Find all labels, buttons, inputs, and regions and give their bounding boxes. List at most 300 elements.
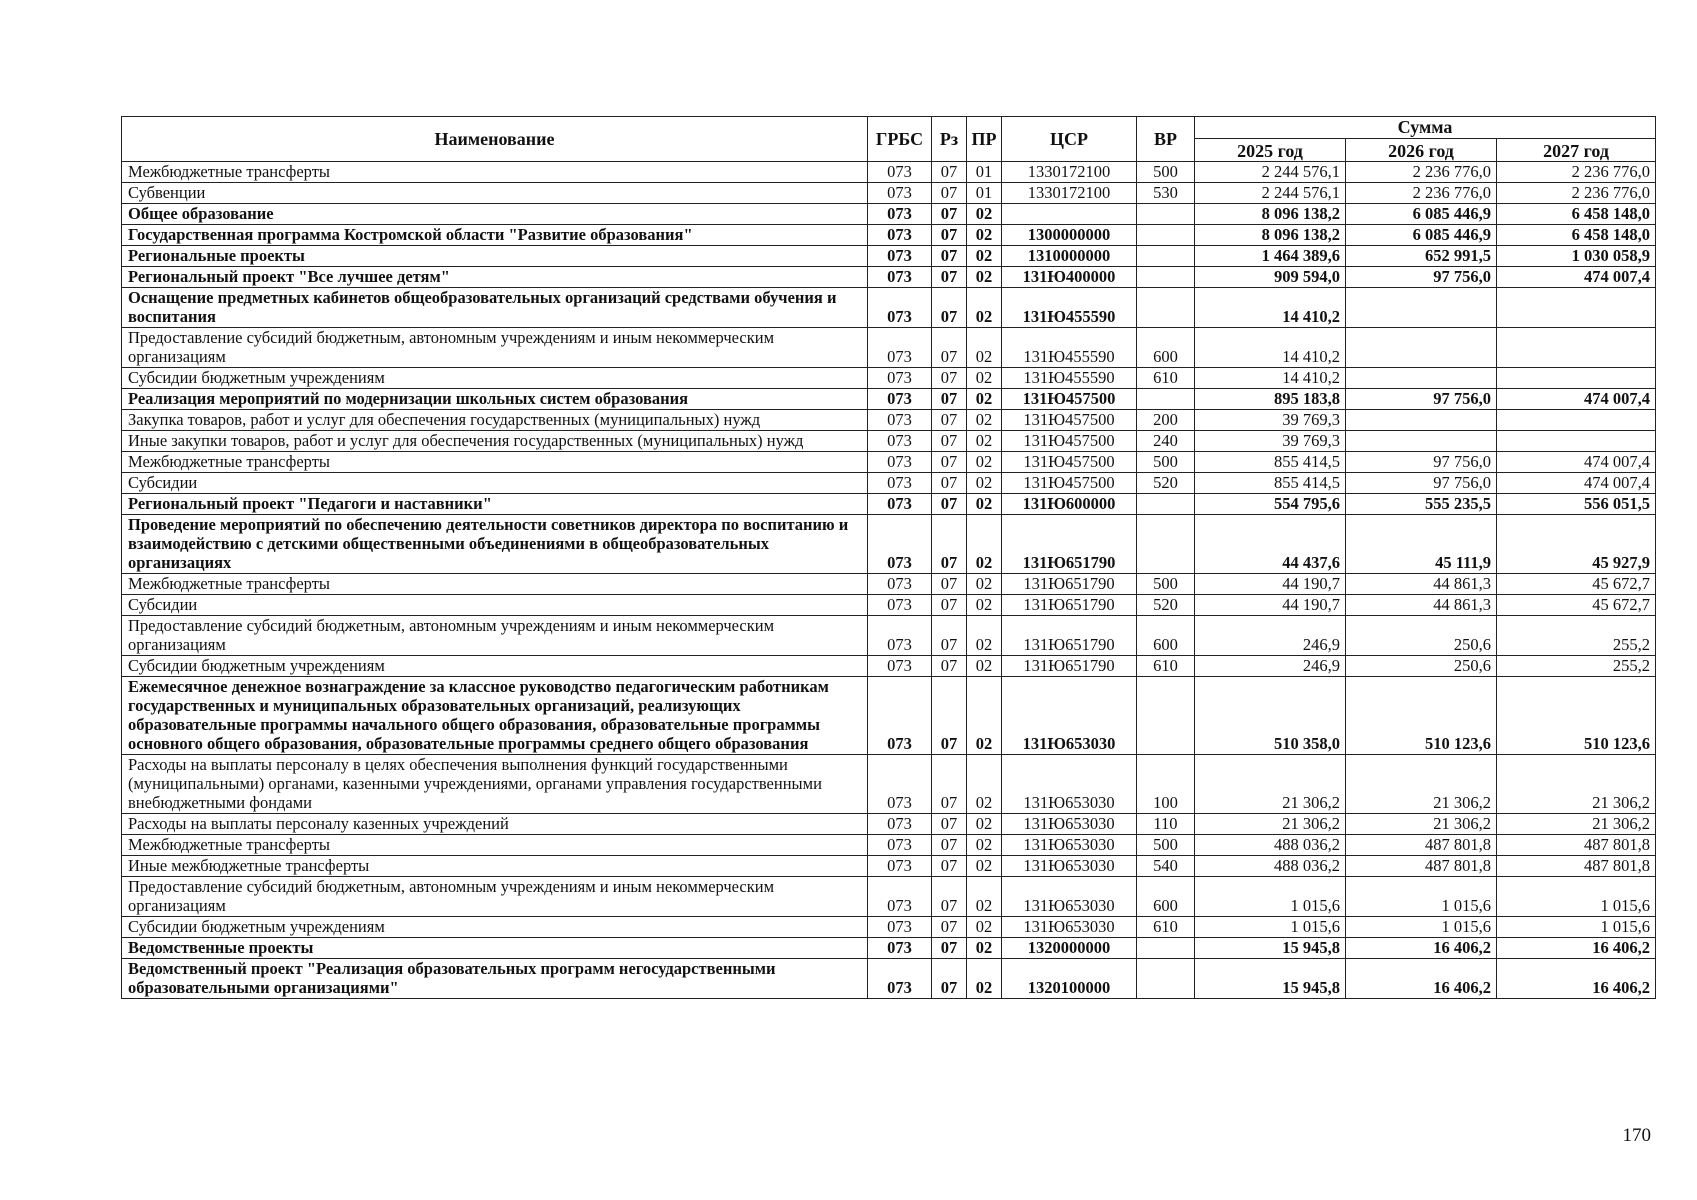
cell-2027: 510 123,6 [1497, 677, 1656, 755]
cell-2025: 855 414,5 [1195, 473, 1346, 494]
cell-csr: 131Ю651790 [1002, 574, 1137, 595]
cell-rz: 07 [932, 656, 967, 677]
cell-grbs: 073 [868, 183, 932, 204]
cell-pr: 02 [967, 473, 1002, 494]
cell-name: Региональный проект "Все лучшее детям" [122, 267, 868, 288]
cell-csr: 131Ю653030 [1002, 917, 1137, 938]
cell-name: Субсидии бюджетным учреждениям [122, 368, 868, 389]
cell-vr [1137, 288, 1195, 328]
cell-csr: 1300000000 [1002, 225, 1137, 246]
cell-csr: 131Ю457500 [1002, 410, 1137, 431]
cell-pr: 02 [967, 616, 1002, 656]
cell-vr [1137, 515, 1195, 574]
cell-pr: 01 [967, 162, 1002, 183]
cell-2027: 474 007,4 [1497, 452, 1656, 473]
cell-2025: 8 096 138,2 [1195, 225, 1346, 246]
cell-vr: 600 [1137, 328, 1195, 368]
cell-name: Региональный проект "Педагоги и наставники" [122, 494, 868, 515]
table-row [122, 452, 1656, 473]
cell-vr: 110 [1137, 814, 1195, 835]
cell-vr: 200 [1137, 410, 1195, 431]
cell-vr: 530 [1137, 183, 1195, 204]
cell-csr: 131Ю600000 [1002, 494, 1137, 515]
col-header-vr: ВР [1137, 117, 1195, 162]
cell-csr: 131Ю400000 [1002, 267, 1137, 288]
cell-2026: 97 756,0 [1346, 473, 1497, 494]
cell-vr: 600 [1137, 616, 1195, 656]
cell-rz: 07 [932, 183, 967, 204]
cell-rz: 07 [932, 368, 967, 389]
cell-grbs: 073 [868, 225, 932, 246]
table-row [122, 183, 1656, 204]
cell-grbs: 073 [868, 877, 932, 917]
cell-2025: 8 096 138,2 [1195, 204, 1346, 225]
col-header-grbs: ГРБС [868, 117, 932, 162]
cell-2027: 45 672,7 [1497, 595, 1656, 616]
cell-rz: 07 [932, 204, 967, 225]
cell-vr: 520 [1137, 473, 1195, 494]
cell-2027: 1 030 058,9 [1497, 246, 1656, 267]
cell-vr: 500 [1137, 452, 1195, 473]
cell-2027: 45 927,9 [1497, 515, 1656, 574]
cell-pr: 02 [967, 368, 1002, 389]
cell-2026: 652 991,5 [1346, 246, 1497, 267]
cell-name: Предоставление субсидий бюджетным, автономным учреждениям и иным некоммерческим организациям [122, 328, 868, 368]
table-row [122, 656, 1656, 677]
cell-vr: 610 [1137, 656, 1195, 677]
table-row [122, 246, 1656, 267]
cell-2026 [1346, 431, 1497, 452]
table-row [122, 574, 1656, 595]
cell-2027: 16 406,2 [1497, 938, 1656, 959]
cell-csr: 131Ю653030 [1002, 677, 1137, 755]
cell-name: Межбюджетные трансферты [122, 835, 868, 856]
cell-vr: 100 [1137, 755, 1195, 814]
table-row [122, 677, 1656, 755]
cell-2026: 1 015,6 [1346, 917, 1497, 938]
cell-pr: 02 [967, 959, 1002, 999]
cell-rz: 07 [932, 938, 967, 959]
cell-2025: 21 306,2 [1195, 814, 1346, 835]
table-row [122, 162, 1656, 183]
cell-2025: 246,9 [1195, 656, 1346, 677]
cell-rz: 07 [932, 225, 967, 246]
col-header-2027: 2027 год [1497, 139, 1656, 162]
cell-2025: 554 795,6 [1195, 494, 1346, 515]
cell-2027: 487 801,8 [1497, 835, 1656, 856]
cell-2027: 255,2 [1497, 656, 1656, 677]
header-row [122, 117, 1656, 139]
table-row [122, 431, 1656, 452]
cell-rz: 07 [932, 246, 967, 267]
cell-rz: 07 [932, 410, 967, 431]
cell-grbs: 073 [868, 616, 932, 656]
cell-csr: 1310000000 [1002, 246, 1137, 267]
cell-name: Ведомственные проекты [122, 938, 868, 959]
cell-2027 [1497, 328, 1656, 368]
cell-pr: 02 [967, 515, 1002, 574]
cell-2025: 895 183,8 [1195, 389, 1346, 410]
cell-pr: 02 [967, 938, 1002, 959]
cell-csr: 131Ю457500 [1002, 452, 1137, 473]
cell-2025: 2 244 576,1 [1195, 183, 1346, 204]
cell-rz: 07 [932, 288, 967, 328]
cell-name: Субсидии [122, 595, 868, 616]
cell-2026: 510 123,6 [1346, 677, 1497, 755]
cell-2026: 44 861,3 [1346, 595, 1497, 616]
cell-2026: 97 756,0 [1346, 389, 1497, 410]
cell-2025: 44 190,7 [1195, 574, 1346, 595]
table-row [122, 328, 1656, 368]
cell-pr: 02 [967, 328, 1002, 368]
cell-name: Расходы на выплаты персоналу в целях обеспечения выполнения функций государственными (муниципальными) органами, казенными учреждениями, органами управления государственными внебюджетными фондами [122, 755, 868, 814]
cell-name: Предоставление субсидий бюджетным, автономным учреждениям и иным некоммерческим организациям [122, 616, 868, 656]
cell-2025: 21 306,2 [1195, 755, 1346, 814]
cell-grbs: 073 [868, 204, 932, 225]
cell-2026: 1 015,6 [1346, 877, 1497, 917]
cell-vr [1137, 204, 1195, 225]
cell-vr [1137, 494, 1195, 515]
cell-rz: 07 [932, 814, 967, 835]
cell-2026: 487 801,8 [1346, 835, 1497, 856]
cell-2026: 555 235,5 [1346, 494, 1497, 515]
cell-name: Межбюджетные трансферты [122, 452, 868, 473]
cell-name: Расходы на выплаты персоналу казенных учреждений [122, 814, 868, 835]
cell-pr: 02 [967, 877, 1002, 917]
cell-pr: 02 [967, 835, 1002, 856]
cell-vr: 610 [1137, 368, 1195, 389]
cell-grbs: 073 [868, 574, 932, 595]
cell-name: Межбюджетные трансферты [122, 162, 868, 183]
col-header-sum: Сумма [1195, 117, 1656, 139]
cell-csr: 131Ю457500 [1002, 389, 1137, 410]
cell-pr: 02 [967, 917, 1002, 938]
col-header-2026: 2026 год [1346, 139, 1497, 162]
cell-2026: 16 406,2 [1346, 938, 1497, 959]
cell-2026: 250,6 [1346, 616, 1497, 656]
cell-rz: 07 [932, 431, 967, 452]
cell-2025: 15 945,8 [1195, 959, 1346, 999]
table-row [122, 494, 1656, 515]
cell-2025: 15 945,8 [1195, 938, 1346, 959]
cell-grbs: 073 [868, 959, 932, 999]
table-row [122, 959, 1656, 999]
cell-2025: 14 410,2 [1195, 368, 1346, 389]
cell-name: Общее образование [122, 204, 868, 225]
cell-pr: 02 [967, 246, 1002, 267]
cell-2026: 97 756,0 [1346, 267, 1497, 288]
cell-rz: 07 [932, 677, 967, 755]
table-row [122, 410, 1656, 431]
cell-2025: 2 244 576,1 [1195, 162, 1346, 183]
cell-2025: 14 410,2 [1195, 328, 1346, 368]
cell-name: Ведомственный проект "Реализация образовательных программ негосударственными образовательными организациями" [122, 959, 868, 999]
cell-2025: 246,9 [1195, 616, 1346, 656]
cell-vr: 540 [1137, 856, 1195, 877]
cell-grbs: 073 [868, 917, 932, 938]
cell-2027: 2 236 776,0 [1497, 162, 1656, 183]
table-row [122, 917, 1656, 938]
table-row [122, 856, 1656, 877]
cell-vr [1137, 246, 1195, 267]
cell-rz: 07 [932, 835, 967, 856]
cell-rz: 07 [932, 328, 967, 368]
table-row [122, 814, 1656, 835]
cell-2027 [1497, 431, 1656, 452]
budget-table [121, 116, 1656, 999]
table-row [122, 755, 1656, 814]
cell-csr: 131Ю653030 [1002, 814, 1137, 835]
cell-rz: 07 [932, 755, 967, 814]
cell-2026: 6 085 446,9 [1346, 204, 1497, 225]
cell-csr: 131Ю651790 [1002, 595, 1137, 616]
cell-rz: 07 [932, 515, 967, 574]
cell-rz: 07 [932, 574, 967, 595]
cell-csr: 1320000000 [1002, 938, 1137, 959]
cell-pr: 02 [967, 204, 1002, 225]
cell-2025: 855 414,5 [1195, 452, 1346, 473]
cell-vr: 240 [1137, 431, 1195, 452]
cell-grbs: 073 [868, 389, 932, 410]
cell-name: Региональные проекты [122, 246, 868, 267]
cell-pr: 02 [967, 574, 1002, 595]
cell-name: Реализация мероприятий по модернизации школьных систем образования [122, 389, 868, 410]
cell-csr: 131Ю651790 [1002, 656, 1137, 677]
cell-grbs: 073 [868, 267, 932, 288]
cell-vr [1137, 225, 1195, 246]
cell-2027: 556 051,5 [1497, 494, 1656, 515]
cell-2025: 1 464 389,6 [1195, 246, 1346, 267]
cell-pr: 02 [967, 452, 1002, 473]
col-header-rz: Рз [932, 117, 967, 162]
cell-2027: 45 672,7 [1497, 574, 1656, 595]
cell-grbs: 073 [868, 452, 932, 473]
cell-2027: 2 236 776,0 [1497, 183, 1656, 204]
cell-2026: 487 801,8 [1346, 856, 1497, 877]
cell-2025: 39 769,3 [1195, 410, 1346, 431]
cell-rz: 07 [932, 917, 967, 938]
budget-table-container [121, 116, 1655, 999]
cell-name: Закупка товаров, работ и услуг для обеспечения государственных (муниципальных) нужд [122, 410, 868, 431]
cell-csr: 1330172100 [1002, 162, 1137, 183]
cell-2026: 2 236 776,0 [1346, 183, 1497, 204]
cell-2027 [1497, 288, 1656, 328]
table-row [122, 267, 1656, 288]
table-row [122, 389, 1656, 410]
col-header-csr: ЦСР [1002, 117, 1137, 162]
cell-2026: 16 406,2 [1346, 959, 1497, 999]
cell-2025: 488 036,2 [1195, 835, 1346, 856]
cell-csr: 131Ю653030 [1002, 856, 1137, 877]
cell-grbs: 073 [868, 288, 932, 328]
cell-grbs: 073 [868, 755, 932, 814]
table-row [122, 515, 1656, 574]
cell-2026: 2 236 776,0 [1346, 162, 1497, 183]
cell-2027: 6 458 148,0 [1497, 204, 1656, 225]
cell-name: Оснащение предметных кабинетов общеобразовательных организаций средствами обучения и воспитания [122, 288, 868, 328]
cell-vr: 610 [1137, 917, 1195, 938]
cell-csr: 131Ю457500 [1002, 473, 1137, 494]
cell-vr: 520 [1137, 595, 1195, 616]
cell-grbs: 073 [868, 368, 932, 389]
cell-rz: 07 [932, 494, 967, 515]
cell-2026 [1346, 328, 1497, 368]
col-header-name: Наименование [122, 117, 868, 162]
table-row [122, 835, 1656, 856]
cell-rz: 07 [932, 267, 967, 288]
cell-2025: 1 015,6 [1195, 917, 1346, 938]
cell-name: Субсидии бюджетным учреждениям [122, 917, 868, 938]
cell-rz: 07 [932, 473, 967, 494]
cell-grbs: 073 [868, 814, 932, 835]
cell-grbs: 073 [868, 246, 932, 267]
cell-grbs: 073 [868, 677, 932, 755]
cell-vr: 600 [1137, 877, 1195, 917]
table-row [122, 938, 1656, 959]
cell-vr [1137, 389, 1195, 410]
cell-rz: 07 [932, 856, 967, 877]
table-row [122, 368, 1656, 389]
cell-2027: 474 007,4 [1497, 389, 1656, 410]
cell-2025: 488 036,2 [1195, 856, 1346, 877]
col-header-2025: 2025 год [1195, 139, 1346, 162]
cell-grbs: 073 [868, 656, 932, 677]
cell-pr: 02 [967, 814, 1002, 835]
cell-pr: 02 [967, 856, 1002, 877]
cell-vr [1137, 677, 1195, 755]
cell-name: Государственная программа Костромской области "Развитие образования" [122, 225, 868, 246]
cell-csr [1002, 204, 1137, 225]
cell-pr: 02 [967, 595, 1002, 616]
cell-rz: 07 [932, 877, 967, 917]
cell-pr: 02 [967, 225, 1002, 246]
cell-2025: 39 769,3 [1195, 431, 1346, 452]
cell-rz: 07 [932, 452, 967, 473]
cell-grbs: 073 [868, 473, 932, 494]
cell-csr: 131Ю653030 [1002, 835, 1137, 856]
cell-2027: 21 306,2 [1497, 755, 1656, 814]
cell-pr: 02 [967, 677, 1002, 755]
cell-pr: 02 [967, 389, 1002, 410]
cell-2027: 487 801,8 [1497, 856, 1656, 877]
cell-pr: 02 [967, 755, 1002, 814]
cell-2025: 510 358,0 [1195, 677, 1346, 755]
cell-csr: 131Ю455590 [1002, 288, 1137, 328]
cell-vr: 500 [1137, 162, 1195, 183]
cell-2027: 1 015,6 [1497, 917, 1656, 938]
cell-pr: 02 [967, 494, 1002, 515]
cell-pr: 02 [967, 431, 1002, 452]
table-row [122, 288, 1656, 328]
cell-rz: 07 [932, 616, 967, 656]
cell-2026: 21 306,2 [1346, 814, 1497, 835]
cell-2027: 1 015,6 [1497, 877, 1656, 917]
cell-pr: 01 [967, 183, 1002, 204]
col-header-pr: ПР [967, 117, 1002, 162]
cell-rz: 07 [932, 959, 967, 999]
cell-name: Субсидии [122, 473, 868, 494]
cell-2025: 14 410,2 [1195, 288, 1346, 328]
table-row [122, 225, 1656, 246]
cell-csr: 131Ю653030 [1002, 755, 1137, 814]
cell-csr: 1330172100 [1002, 183, 1137, 204]
cell-2026: 6 085 446,9 [1346, 225, 1497, 246]
cell-2026: 45 111,9 [1346, 515, 1497, 574]
cell-grbs: 073 [868, 856, 932, 877]
cell-rz: 07 [932, 595, 967, 616]
cell-grbs: 073 [868, 410, 932, 431]
cell-2025: 44 190,7 [1195, 595, 1346, 616]
cell-2026 [1346, 410, 1497, 431]
cell-grbs: 073 [868, 595, 932, 616]
cell-vr [1137, 938, 1195, 959]
cell-grbs: 073 [868, 515, 932, 574]
table-row [122, 595, 1656, 616]
cell-grbs: 073 [868, 431, 932, 452]
cell-vr [1137, 267, 1195, 288]
cell-csr: 131Ю455590 [1002, 368, 1137, 389]
cell-name: Субвенции [122, 183, 868, 204]
cell-2026: 250,6 [1346, 656, 1497, 677]
cell-2025: 909 594,0 [1195, 267, 1346, 288]
cell-grbs: 073 [868, 162, 932, 183]
cell-2027 [1497, 368, 1656, 389]
cell-grbs: 073 [868, 328, 932, 368]
cell-vr [1137, 959, 1195, 999]
cell-2026 [1346, 368, 1497, 389]
cell-csr: 131Ю653030 [1002, 877, 1137, 917]
cell-name: Ежемесячное денежное вознаграждение за классное руководство педагогическим работникам государственных и муниципальных образовательных организаций, реализующих образовательные программы начального общего образования, образовательные программы основного общего образования, образовательные программы среднего общего образования [122, 677, 868, 755]
table-row [122, 877, 1656, 917]
cell-2027: 16 406,2 [1497, 959, 1656, 999]
cell-rz: 07 [932, 162, 967, 183]
cell-grbs: 073 [868, 835, 932, 856]
cell-name: Проведение мероприятий по обеспечению деятельности советников директора по воспитанию и взаимодействию с детскими общественными объединениями в общеобразовательных организациях [122, 515, 868, 574]
cell-2027: 474 007,4 [1497, 473, 1656, 494]
cell-pr: 02 [967, 267, 1002, 288]
cell-csr: 131Ю455590 [1002, 328, 1137, 368]
cell-2025: 44 437,6 [1195, 515, 1346, 574]
cell-2027: 474 007,4 [1497, 267, 1656, 288]
cell-csr: 131Ю457500 [1002, 431, 1137, 452]
cell-2026: 21 306,2 [1346, 755, 1497, 814]
cell-name: Субсидии бюджетным учреждениям [122, 656, 868, 677]
cell-grbs: 073 [868, 494, 932, 515]
cell-pr: 02 [967, 410, 1002, 431]
cell-pr: 02 [967, 656, 1002, 677]
cell-csr: 131Ю651790 [1002, 515, 1137, 574]
cell-2027: 21 306,2 [1497, 814, 1656, 835]
cell-name: Предоставление субсидий бюджетным, автономным учреждениям и иным некоммерческим организациям [122, 877, 868, 917]
cell-grbs: 073 [868, 938, 932, 959]
cell-rz: 07 [932, 389, 967, 410]
table-row [122, 616, 1656, 656]
cell-csr: 131Ю651790 [1002, 616, 1137, 656]
table-row [122, 204, 1656, 225]
cell-2027: 6 458 148,0 [1497, 225, 1656, 246]
cell-pr: 02 [967, 288, 1002, 328]
cell-2027 [1497, 410, 1656, 431]
cell-2026 [1346, 288, 1497, 328]
cell-2025: 1 015,6 [1195, 877, 1346, 917]
page-number: 170 [1622, 1125, 1651, 1146]
cell-2026: 97 756,0 [1346, 452, 1497, 473]
cell-csr: 1320100000 [1002, 959, 1137, 999]
table-row [122, 473, 1656, 494]
cell-name: Межбюджетные трансферты [122, 574, 868, 595]
cell-name: Иные межбюджетные трансферты [122, 856, 868, 877]
table-body [122, 162, 1656, 999]
